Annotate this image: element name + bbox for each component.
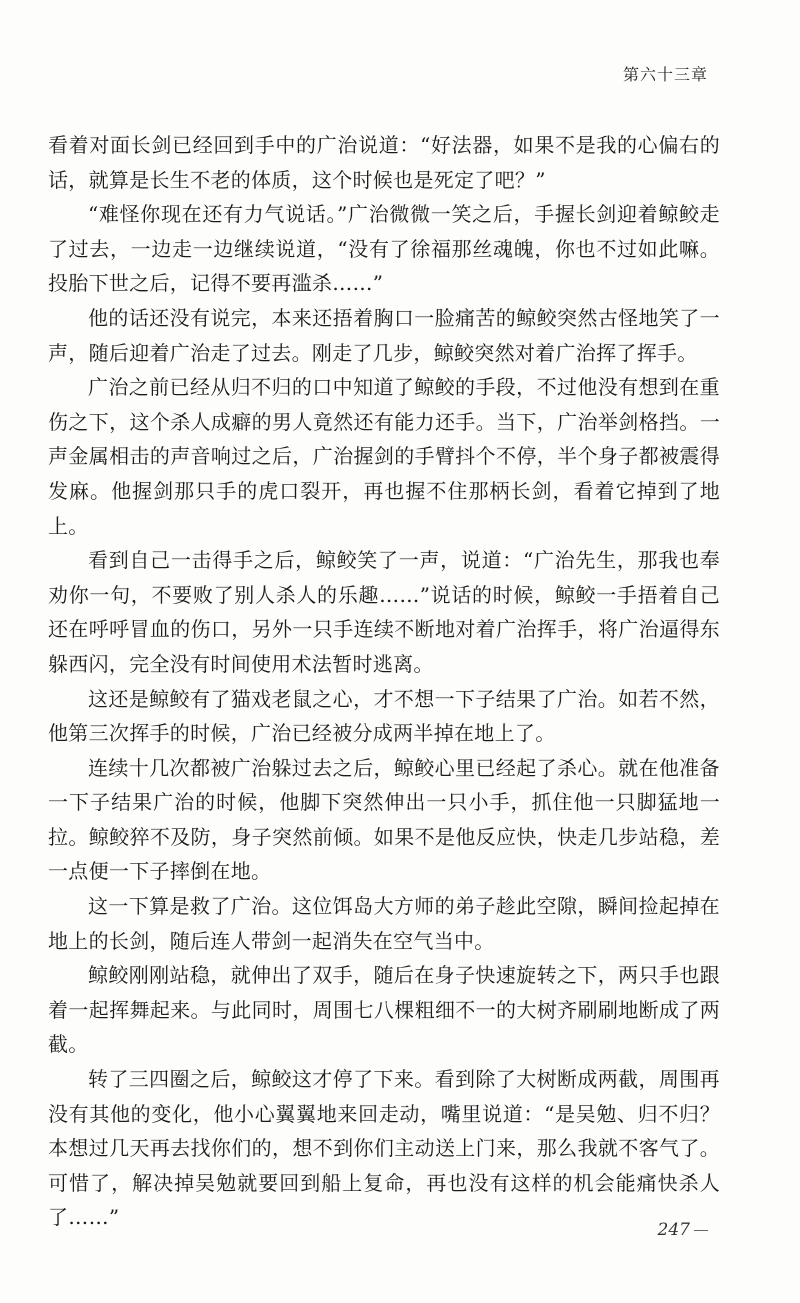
paragraph: 他的话还没有说完，本来还捂着胸口一脸痛苦的鲸鲛突然古怪地笑了一声，随后迎着广治走了过去。刚走了几步，鲸鲛突然对着广治挥了挥手。 [48,305,720,365]
paragraph: 看到自己一击得手之后，鲸鲛笑了一声，说道：“广治先生，那我也奉劝你一句，不要败了别人杀人的乐趣……”说话的时候，鲸鲛一手捂着自己还在呼呼冒血的伤口，另外一只手连续不断地对着广治挥手，将广治逼得东躲西闪，完全没有时间使用术法暂时逃离。 [48,548,720,676]
paragraph: 这一下算是救了广治。这位饵岛大方师的弟子趁此空隙，瞬间捡起掉在地上的长剑，随后连人带剑一起消失在空气当中。 [48,894,720,953]
paragraph: 广治之前已经从归不归的口中知道了鲸鲛的手段，不过他没有想到在重伤之下，这个杀人成癖的男人竟然还有能力还手。当下，广治举剑格挡。一声金属相击的声音响过之后，广治握剑的手臂抖个不停，半个身子都被震得发麻。他握剑那只手的虎口裂开，再也握不住那柄长剑，看着它掉到了地上。 [48,375,720,538]
paragraph: 连续十几次都被广治躲过去之后，鲸鲛心里已经起了杀心。就在他准备一下子结果广治的时候，他脚下突然伸出一只小手，抓住他一只脚猛地一拉。鲸鲛猝不及防，身子突然前倾。如果不是他反应快，快走几步站稳，差一点便一下子摔倒在地。 [48,755,720,884]
paragraph: 转了三四圈之后，鲸鲛这才停了下来。看到除了大树断成两截，周围再没有其他的变化，他小心翼翼地来回走动，嘴里说道：“是吴勉、归不归？本想过几天再去找你们的，想不到你们主动送上门来，那么我就不客气了。可惜了，解决掉吴勉就要回到船上复命，再也没有这样的机会能痛快杀人了……” [48,1067,720,1230]
page-number: 247 [657,1220,690,1240]
paragraph: 看着对面长剑已经回到手中的广治说道：“好法器，如果不是我的心偏右的话，就算是长生不老的体质，这个时候也是死定了吧？” [48,133,720,192]
paragraph: “难怪你现在还有力气说话。”广治微微一笑之后，手握长剑迎着鲸鲛走了过去，一边走一边继续说道，“没有了徐福那丝魂魄，你也不过如此嘛。投胎下世之后，记得不要再滥杀……” [48,202,720,296]
paragraph: 鲸鲛刚刚站稳，就伸出了双手，随后在身子快速旋转之下，两只手也跟着一起挥舞起来。与此同时，周围七八棵粗细不一的大树齐刷刷地断成了两截。 [48,963,720,1057]
body-text [48,128,720,1235]
page-number-dash [694,1230,708,1231]
page-number-block [658,1220,708,1240]
paragraph: 这还是鲸鲛有了猫戏老鼠之心，才不想一下子结果了广治。如若不然，他第三次挥手的时候，广治已经被分成两半掉在地上了。 [48,686,720,746]
chapter-heading: 第六十三章 [622,65,708,84]
